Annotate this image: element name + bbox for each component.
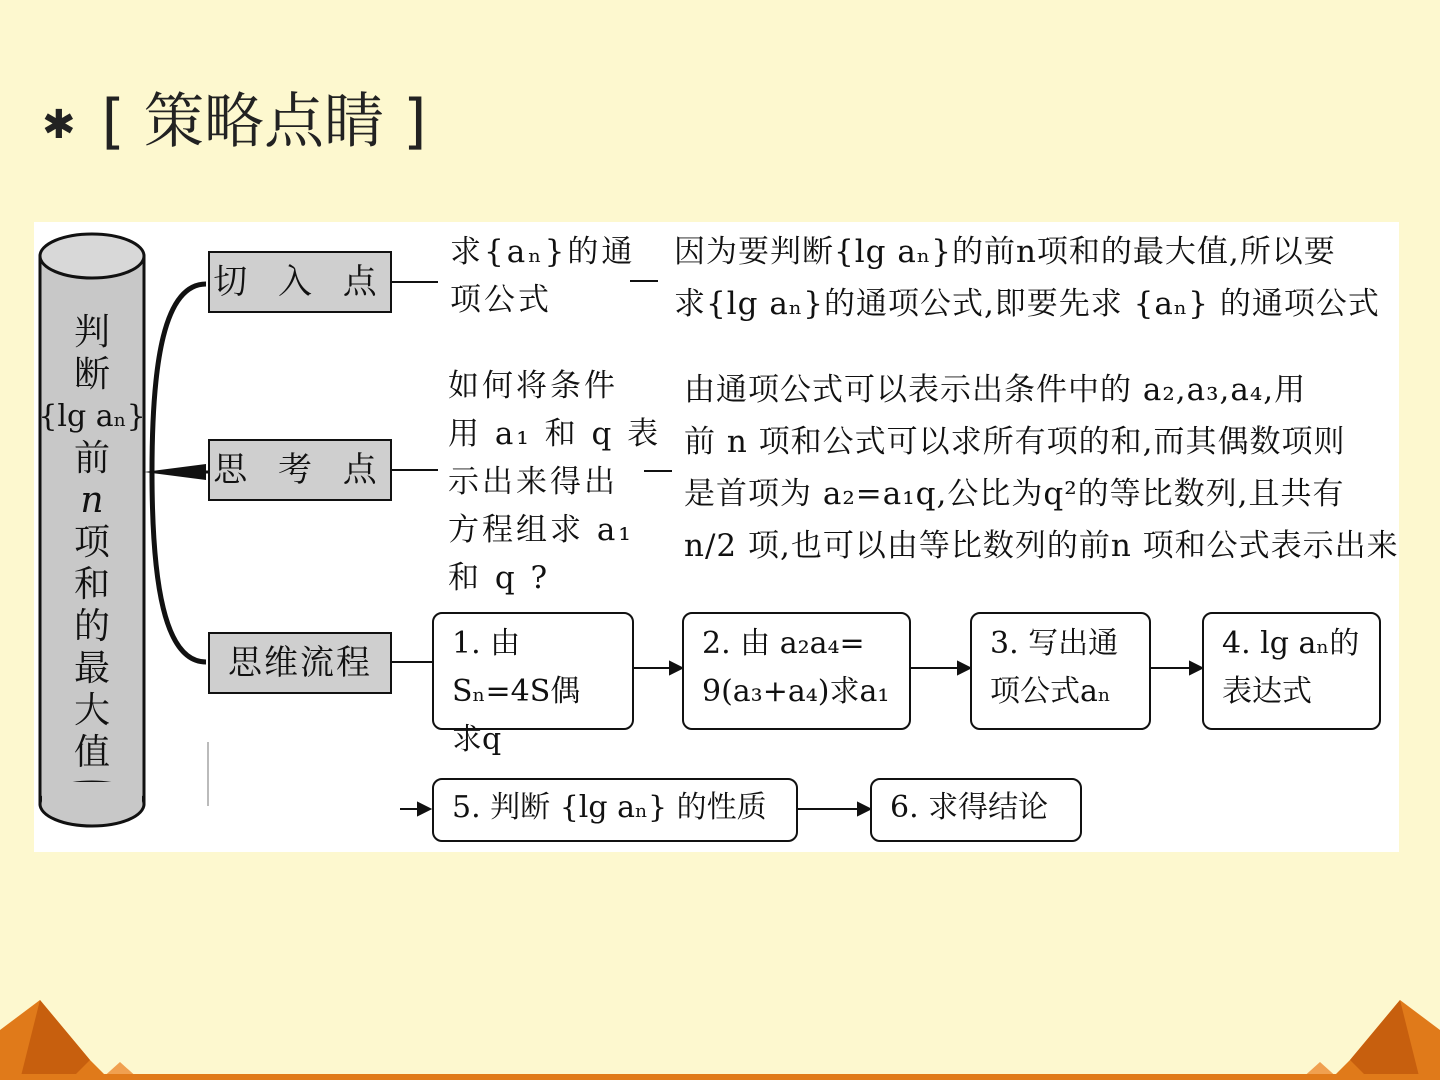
flow-step-5 xyxy=(432,778,798,842)
flow-step-4 xyxy=(1202,612,1381,730)
root-line: 断 xyxy=(73,354,110,395)
root-line: 大 xyxy=(73,690,110,731)
slide-title xyxy=(42,82,426,165)
step-line: 求q xyxy=(452,722,502,757)
corner-ornament-right xyxy=(1290,1000,1440,1080)
root-line: 前 xyxy=(73,438,110,479)
bullet-icon: ✱ xyxy=(42,102,76,149)
flow-step-3 xyxy=(970,612,1151,730)
flow-step-2 xyxy=(682,612,911,730)
label-thinking-point: 思 考 点 xyxy=(208,439,392,501)
entry-answer xyxy=(674,226,1380,330)
corner-ornament-left xyxy=(0,1000,150,1080)
root-line: n xyxy=(80,480,104,521)
step-line: 4. lg aₙ的 xyxy=(1222,626,1360,661)
bottom-bar xyxy=(0,1074,1440,1080)
thinking-question-line: 示出来得出 xyxy=(448,464,618,500)
thinking-answer-line: n/2 项,也可以由等比数列的前n 项和公式表示出来 xyxy=(684,528,1399,564)
thinking-answer-line: 由通项公式可以表示出条件中的 a₂,a₃,a₄,用 xyxy=(684,372,1307,408)
entry-question-line: 求{aₙ}的通 xyxy=(450,234,636,270)
flow-step-1 xyxy=(432,612,634,757)
thinking-question-line: 如何将条件 xyxy=(448,368,618,404)
root-line: 判 xyxy=(73,312,110,353)
thinking-answer xyxy=(684,364,1399,572)
step-line: 9(a₃+a₄)求a₁ xyxy=(702,674,890,709)
root-line: 和 xyxy=(73,564,110,605)
entry-answer-line: 求{lg aₙ}的通项公式,即要先求 {aₙ} 的通项公式 xyxy=(674,286,1380,322)
step-line: 项公式aₙ xyxy=(990,674,1111,709)
root-line: 的 xyxy=(73,606,110,647)
root-node-text xyxy=(34,312,150,774)
entry-dash xyxy=(630,280,658,282)
root-line: 项 xyxy=(73,522,110,563)
root-line: 值 xyxy=(73,732,110,773)
label-thinking-flow: 思维流程 xyxy=(208,632,392,694)
thinking-question xyxy=(448,362,661,602)
entry-answer-line: 因为要判断{lg aₙ}的前n项和的最大值,所以要 xyxy=(674,234,1336,270)
flow-step-6 xyxy=(870,778,1082,842)
title-text: [ 策略点睛 ] xyxy=(101,87,427,157)
step-line: 1. 由Sₙ=4S偶 xyxy=(452,626,581,709)
thinking-question-line: 方程组求 a₁ xyxy=(448,512,634,548)
root-line: {lg aₙ} xyxy=(38,399,146,434)
thinking-dash xyxy=(644,470,672,472)
label-entry-point: 切 入 点 xyxy=(208,251,392,313)
diagram-panel xyxy=(34,222,1399,852)
step-line: 表达式 xyxy=(1222,674,1312,709)
step-line: 5. 判断 {lg aₙ} 的性质 xyxy=(452,790,767,825)
step-line: 2. 由 a₂a₄= xyxy=(702,626,865,661)
thinking-answer-line: 前 n 项和公式可以求所有项的和,而其偶数项则 xyxy=(684,424,1346,460)
root-line: 最 xyxy=(73,648,110,689)
thinking-question-line: 和 q ? xyxy=(448,560,551,596)
entry-question xyxy=(450,228,635,324)
thinking-question-line: 用 a₁ 和 q 表 xyxy=(448,416,662,452)
step-line: 6. 求得结论 xyxy=(890,790,1049,825)
step-line: 3. 写出通 xyxy=(990,626,1119,661)
entry-question-line: 项公式 xyxy=(450,282,552,318)
thinking-answer-line: 是首项为 a₂=a₁q,公比为q²的等比数列,且共有 xyxy=(684,476,1345,512)
